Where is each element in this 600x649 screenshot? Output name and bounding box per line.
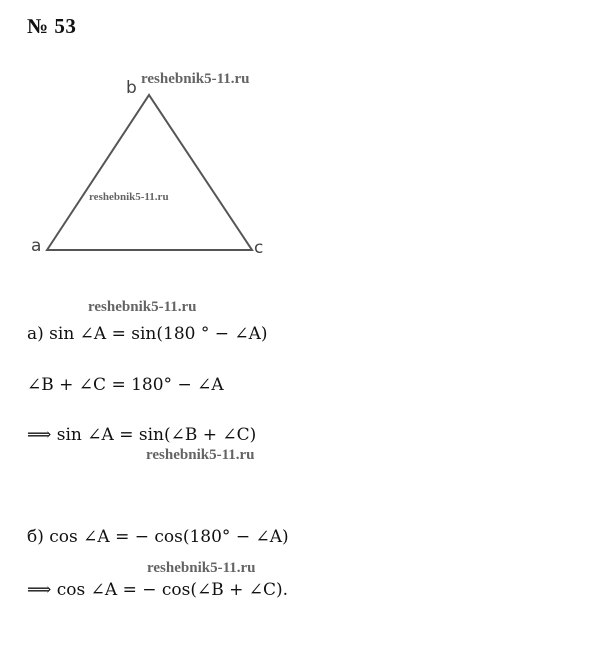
- watermark: reshebnik5-11.ru: [88, 299, 197, 315]
- solution-line-implies-cos: ⟹ cos ∠A = − cos(∠B + ∠C).: [27, 580, 289, 600]
- watermark: reshebnik5-11.ru: [89, 191, 169, 203]
- watermark: reshebnik5-11.ru: [146, 447, 255, 463]
- solution-line-a: а) sin ∠A = sin(180 ° − ∠A): [27, 324, 268, 344]
- vertex-label-c: c: [254, 238, 264, 258]
- triangle-figure: [0, 0, 600, 300]
- triangle-abc: [47, 95, 252, 250]
- problem-number: № 53: [27, 14, 77, 38]
- solution-line-implies-sin: ⟹ sin ∠A = sin(∠B + ∠C): [27, 425, 257, 445]
- solution-line-b: б) cos ∠A = − cos(180° − ∠A): [27, 527, 289, 547]
- vertex-label-b: b: [126, 78, 137, 98]
- watermark: reshebnik5-11.ru: [147, 560, 256, 576]
- watermark: reshebnik5-11.ru: [141, 71, 250, 87]
- vertex-label-a: a: [31, 236, 42, 256]
- solution-line-angles: ∠B + ∠C = 180° − ∠A: [27, 375, 224, 395]
